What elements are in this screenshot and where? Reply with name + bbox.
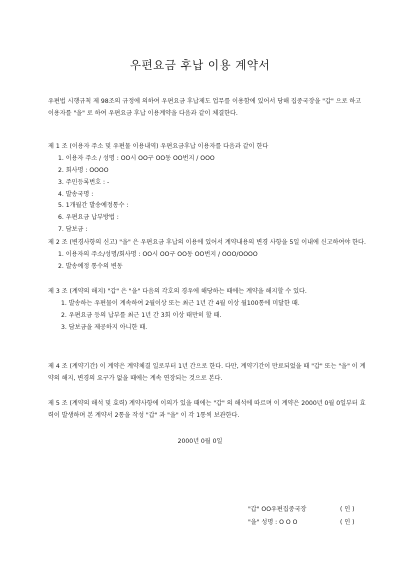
article-3-item: 2. 우편요금 등의 납부를 최근 1년 간 3회 이상 태만히 할 때. [61,311,222,319]
article-3 [48,286,366,334]
article-1 [48,141,366,236]
party-a-name: "갑" OO우편집중국장 [248,506,307,513]
contract-date: 2000년 0월 0일 [177,438,223,445]
article-2 [48,237,366,273]
intro-paragraph [48,96,363,119]
seal-mark: ( 인 ) [340,519,355,526]
article-5 [48,398,366,422]
article-1-item: 3. 주민등록번호 : - [58,178,110,186]
signature-party-a [248,506,355,513]
document-title: 우편요금 후납 이용 계약서 [129,58,271,72]
article-2-heading: 제 2 조 (변경사항의 신고) "을" 은 우편요금 후납의 이용에 있어서 계약내용의 변경 사항을 5일 이내에 신고하여야 한다. [48,239,366,246]
article-1-item: 4. 발송국명 : [58,190,94,198]
article-2-item: 1. 이용자의 주소/성명/회사명 : OO시 OO구 OO동 OO번지 / OOO/OOOO [58,250,258,258]
article-2-item: 2. 발송예정 통수의 변동 [58,262,123,270]
article-1-item: 5. 1개월간 발송예정통수 : [58,202,129,210]
article-1-item: 6. 우편요금 납부방법 : [58,214,119,222]
party-b-name: "을" 성명 : O O O [248,519,298,526]
article-1-item: 7. 담보금 : [58,226,88,234]
article-1-heading: 제 1 조 (이용자 주소 및 우편물 이용내역) 우편요금후납 이용자를 다음과 같이 한다 [48,143,269,150]
signature-party-b [248,519,355,526]
article-3-item: 1. 발송하는 우편물이 계속하여 2월이상 또는 최근 1년 간 4월 이상 월100통에 미달한 때. [61,299,300,307]
article-3-item: 3. 담보금을 제공하지 아니한 때. [61,323,148,331]
article-1-item: 2. 회사명 : OOOO [58,166,109,174]
article-4-text: 제 4 조 (계약기간) 이 계약은 계약체결 일로부터 1년 간으로 한다. 다만, 계약기간이 만료되었을 때 "갑" 또는 "을" 이 계약의 해지, 변경의 요구가 없을 때에는 계속 연장되는 것으로 본다. [48,363,366,382]
intro-text: 우편법 시행규칙 제 98조의 규정에 의하여 우편요금 후납제도 업무를 이용함에 있어서 당해 집중국장을 "갑" 으로 하고 이용자를 "을" 로 하여 우편요금 후납 이용계약을 다음과 같이 체결한다. [48,98,362,117]
article-4 [48,361,366,385]
article-1-item: 1. 이용자 주소 / 성명 : OO시 OO구 OO동 OO번지 / OOO [58,154,215,162]
article-3-heading: 제 3 조 (계약의 해지) "갑" 은 "을" 다음의 각호의 경우에 해당하는 때에는 계약을 해지할 수 있다. [48,288,307,295]
seal-mark: ( 인 ) [340,506,355,513]
article-5-text: 제 5 조 (계약의 해석 및 효력) 계약사항에 이의가 있을 때에는 "갑" 의 해석에 따르며 이 계약은 2000년 0월 0일부터 효력이 발생하며 본 계약서 2통을 작성 "갑" 과 "을" 이 각 1통씩 보관한다. [48,400,366,419]
